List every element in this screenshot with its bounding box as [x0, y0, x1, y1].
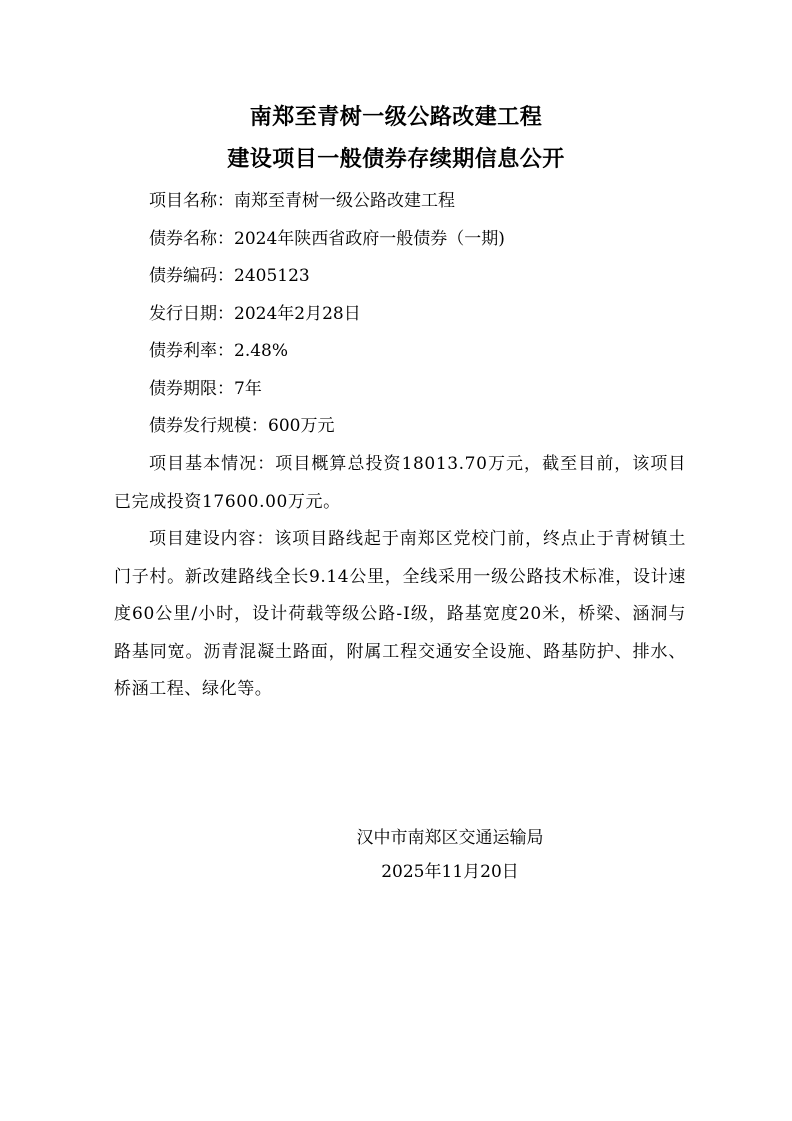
field-value: 南郑至青树一级公路改建工程 — [234, 191, 455, 211]
paragraph-basic-info: 项目基本情况：项目概算总投资18013.70万元，截至目前，该项目已完成投资17600.00万元。 — [114, 454, 686, 512]
field-value: 2405123 — [234, 266, 310, 286]
paragraph-construction-content: 项目建设内容：该项目路线起于南郑区党校门前，终点止于青树镇土门子村。新改建路线全长9.14公里，全线采用一级公路技术标准，设计速度60公里/小时，设计荷载等级公路-Ⅰ级，路基宽度20米，桥梁、涵洞与路基同宽。沥青混凝土路面，附属工程交通安全设施、路基防护、排水、桥涵工程、绿化等。 — [114, 529, 686, 699]
field-label: 项目名称： — [149, 191, 234, 211]
field-bond-name — [149, 227, 505, 251]
field-interest-rate — [149, 339, 288, 363]
field-label: 债券利率： — [149, 341, 234, 361]
signature-organization: 汉中市南郑区交通运输局 — [356, 828, 544, 848]
field-value: 2024年2月28日 — [234, 304, 361, 324]
field-label: 债券期限： — [149, 379, 234, 399]
field-issue-scale — [149, 414, 334, 438]
field-project-name — [149, 189, 455, 213]
field-value: 2024年陕西省政府一般债券（一期) — [234, 229, 505, 249]
field-label: 债券发行规模： — [149, 416, 268, 436]
document-title-line-1: 南郑至青树一级公路改建工程 — [249, 104, 543, 130]
field-value: 7年 — [234, 379, 262, 399]
document-title-line-2: 建设项目一般债券存续期信息公开 — [227, 146, 565, 172]
field-value: 600万元 — [268, 416, 335, 436]
field-label: 债券名称： — [149, 229, 234, 249]
field-issue-date — [149, 302, 361, 326]
field-value: 2.48% — [234, 341, 289, 361]
field-bond-code — [149, 264, 310, 288]
field-bond-term — [149, 377, 262, 401]
field-label: 债券编码： — [149, 266, 234, 286]
field-label: 发行日期： — [149, 304, 234, 324]
signature-date: 2025年11月20日 — [381, 862, 519, 882]
